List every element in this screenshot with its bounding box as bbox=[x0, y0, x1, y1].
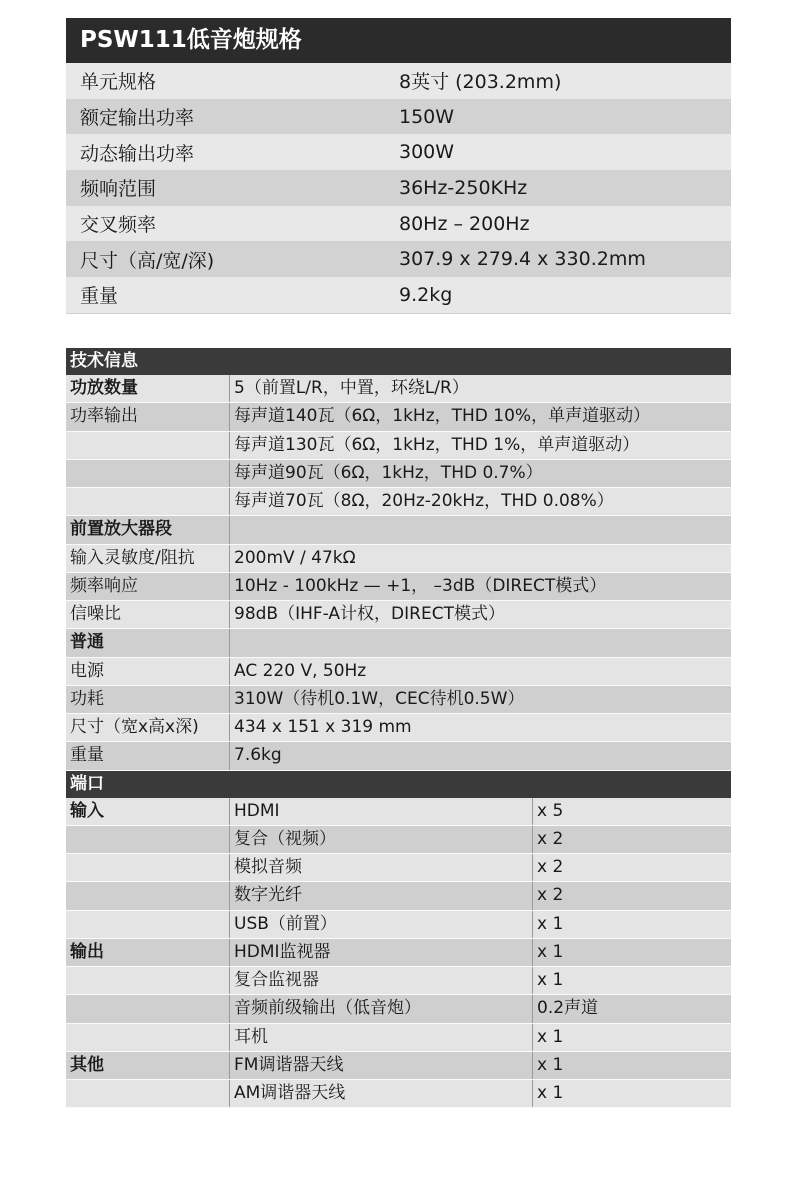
tech-value: 434 x 151 x 319 mm bbox=[229, 714, 731, 741]
port-group bbox=[66, 967, 229, 994]
spec-value: 300W bbox=[399, 141, 455, 164]
tech-value: 5（前置L/R，中置，环绕L/R） bbox=[229, 375, 731, 402]
tech-label: 电源 bbox=[70, 660, 104, 681]
port-group: 输出 bbox=[70, 941, 104, 962]
port-row bbox=[66, 911, 731, 939]
port-row bbox=[66, 995, 731, 1023]
tech-row bbox=[66, 629, 731, 657]
speaker-spec-table bbox=[66, 18, 731, 314]
ports-title: 端口 bbox=[66, 771, 731, 798]
spec-row bbox=[66, 134, 731, 170]
port-name: 数字光纤 bbox=[229, 882, 532, 909]
port-row bbox=[66, 854, 731, 882]
port-name: FM调谐器天线 bbox=[229, 1052, 532, 1079]
spec-row bbox=[66, 170, 731, 206]
speaker-spec-title: PSW111低音炮规格 bbox=[66, 18, 731, 63]
spec-value: 9.2kg bbox=[399, 283, 453, 306]
spec-row bbox=[66, 99, 731, 135]
port-count: x 1 bbox=[532, 967, 731, 994]
port-name: 复合（视频） bbox=[229, 826, 532, 853]
tech-value: 310W（待机0.1W，CEC待机0.5W） bbox=[229, 686, 731, 713]
tech-label: 频率响应 bbox=[70, 575, 138, 596]
tech-row bbox=[66, 742, 731, 770]
port-name: 模拟音频 bbox=[229, 854, 532, 881]
spec-value: 150W bbox=[399, 105, 455, 128]
tech-value bbox=[229, 516, 731, 543]
tech-row bbox=[66, 573, 731, 601]
tech-value: 10Hz - 100kHz — +1， –3dB（DIRECT模式） bbox=[229, 573, 731, 600]
tech-value: 7.6kg bbox=[229, 742, 731, 769]
speaker-spec-rows bbox=[66, 63, 731, 314]
port-group bbox=[66, 826, 229, 853]
spec-label: 额定输出功率 bbox=[80, 107, 195, 130]
spec-value: 36Hz-250KHz bbox=[399, 176, 528, 199]
tech-label: 信噪比 bbox=[70, 604, 121, 624]
tech-row bbox=[66, 545, 731, 573]
tech-value: 200mV / 47kΩ bbox=[229, 545, 731, 572]
port-row bbox=[66, 1052, 731, 1080]
port-name: HDMI bbox=[229, 798, 532, 825]
tech-label bbox=[66, 488, 229, 515]
port-row bbox=[66, 967, 731, 995]
tech-row bbox=[66, 658, 731, 686]
spec-label: 单元规格 bbox=[80, 71, 157, 94]
port-name: USB（前置） bbox=[229, 911, 532, 938]
tech-value: 每声道130瓦（6Ω，1kHz，THD 1%，单声道驱动） bbox=[229, 432, 731, 459]
tech-row bbox=[66, 375, 731, 403]
tech-label: 输入灵敏度/阻抗 bbox=[70, 547, 195, 568]
port-row bbox=[66, 882, 731, 910]
tech-info-table bbox=[66, 348, 731, 1108]
section-heading: 功放数量 bbox=[70, 378, 138, 398]
port-count: x 5 bbox=[532, 798, 731, 825]
port-count: x 1 bbox=[532, 939, 731, 966]
tech-info-title: 技术信息 bbox=[66, 348, 731, 375]
section-heading: 普通 bbox=[70, 632, 104, 653]
spec-row bbox=[66, 206, 731, 242]
tech-row bbox=[66, 488, 731, 516]
tech-value: 98dB（IHF-A计权，DIRECT模式） bbox=[229, 601, 731, 628]
port-row bbox=[66, 826, 731, 854]
port-group bbox=[66, 882, 229, 909]
tech-value: 每声道140瓦（6Ω，1kHz，THD 10%，单声道驱动） bbox=[229, 403, 731, 430]
tech-row bbox=[66, 432, 731, 460]
spec-label: 频响范围 bbox=[80, 178, 157, 201]
port-name: AM调谐器天线 bbox=[229, 1080, 532, 1107]
section-heading: 前置放大器段 bbox=[70, 519, 172, 540]
tech-value bbox=[229, 629, 731, 656]
ports-rows bbox=[66, 798, 731, 1109]
spec-label: 尺寸（高/宽/深) bbox=[80, 249, 215, 272]
tech-label bbox=[66, 460, 229, 487]
port-row bbox=[66, 939, 731, 967]
port-count: x 1 bbox=[532, 1080, 731, 1107]
port-group bbox=[66, 1024, 229, 1051]
tech-label: 功耗 bbox=[70, 688, 104, 709]
tech-row bbox=[66, 516, 731, 544]
port-group: 输入 bbox=[70, 800, 104, 821]
tech-value: 每声道70瓦（8Ω，20Hz-20kHz，THD 0.08%） bbox=[229, 488, 731, 515]
spec-row bbox=[66, 63, 731, 99]
spec-row bbox=[66, 241, 731, 277]
tech-row bbox=[66, 686, 731, 714]
spec-label: 动态输出功率 bbox=[80, 142, 195, 165]
port-group bbox=[66, 911, 229, 938]
spec-label: 重量 bbox=[80, 285, 119, 308]
port-group bbox=[66, 1080, 229, 1107]
port-row bbox=[66, 1080, 731, 1108]
port-count: 0.2声道 bbox=[532, 995, 731, 1022]
tech-label: 重量 bbox=[70, 745, 104, 766]
tech-row bbox=[66, 601, 731, 629]
port-count: x 2 bbox=[532, 882, 731, 909]
tech-row bbox=[66, 714, 731, 742]
spec-value: 8英寸 (203.2mm) bbox=[399, 71, 562, 94]
port-count: x 2 bbox=[532, 826, 731, 853]
tech-value: 每声道90瓦（6Ω，1kHz，THD 0.7%） bbox=[229, 460, 731, 487]
tech-row bbox=[66, 403, 731, 431]
spec-label: 交叉频率 bbox=[80, 214, 157, 237]
port-group bbox=[66, 854, 229, 881]
tech-label bbox=[66, 432, 229, 459]
tech-value: AC 220 V, 50Hz bbox=[229, 658, 731, 685]
spec-value: 80Hz – 200Hz bbox=[399, 212, 530, 235]
port-group bbox=[66, 995, 229, 1022]
port-name: 复合监视器 bbox=[229, 967, 532, 994]
tech-row bbox=[66, 460, 731, 488]
port-count: x 1 bbox=[532, 1024, 731, 1051]
spec-row bbox=[66, 277, 731, 313]
port-count: x 1 bbox=[532, 911, 731, 938]
tech-label: 功率输出 bbox=[70, 406, 138, 427]
tech-label: 尺寸（宽x高x深) bbox=[70, 717, 199, 737]
port-group: 其他 bbox=[70, 1054, 104, 1075]
port-name: 音频前级输出（低音炮） bbox=[229, 995, 532, 1022]
port-row bbox=[66, 798, 731, 826]
port-count: x 1 bbox=[532, 1052, 731, 1079]
port-name: 耳机 bbox=[229, 1024, 532, 1051]
port-name: HDMI监视器 bbox=[229, 939, 532, 966]
spec-value: 307.9 x 279.4 x 330.2mm bbox=[399, 248, 646, 271]
tech-info-rows bbox=[66, 375, 731, 771]
port-count: x 2 bbox=[532, 854, 731, 881]
port-row bbox=[66, 1024, 731, 1052]
